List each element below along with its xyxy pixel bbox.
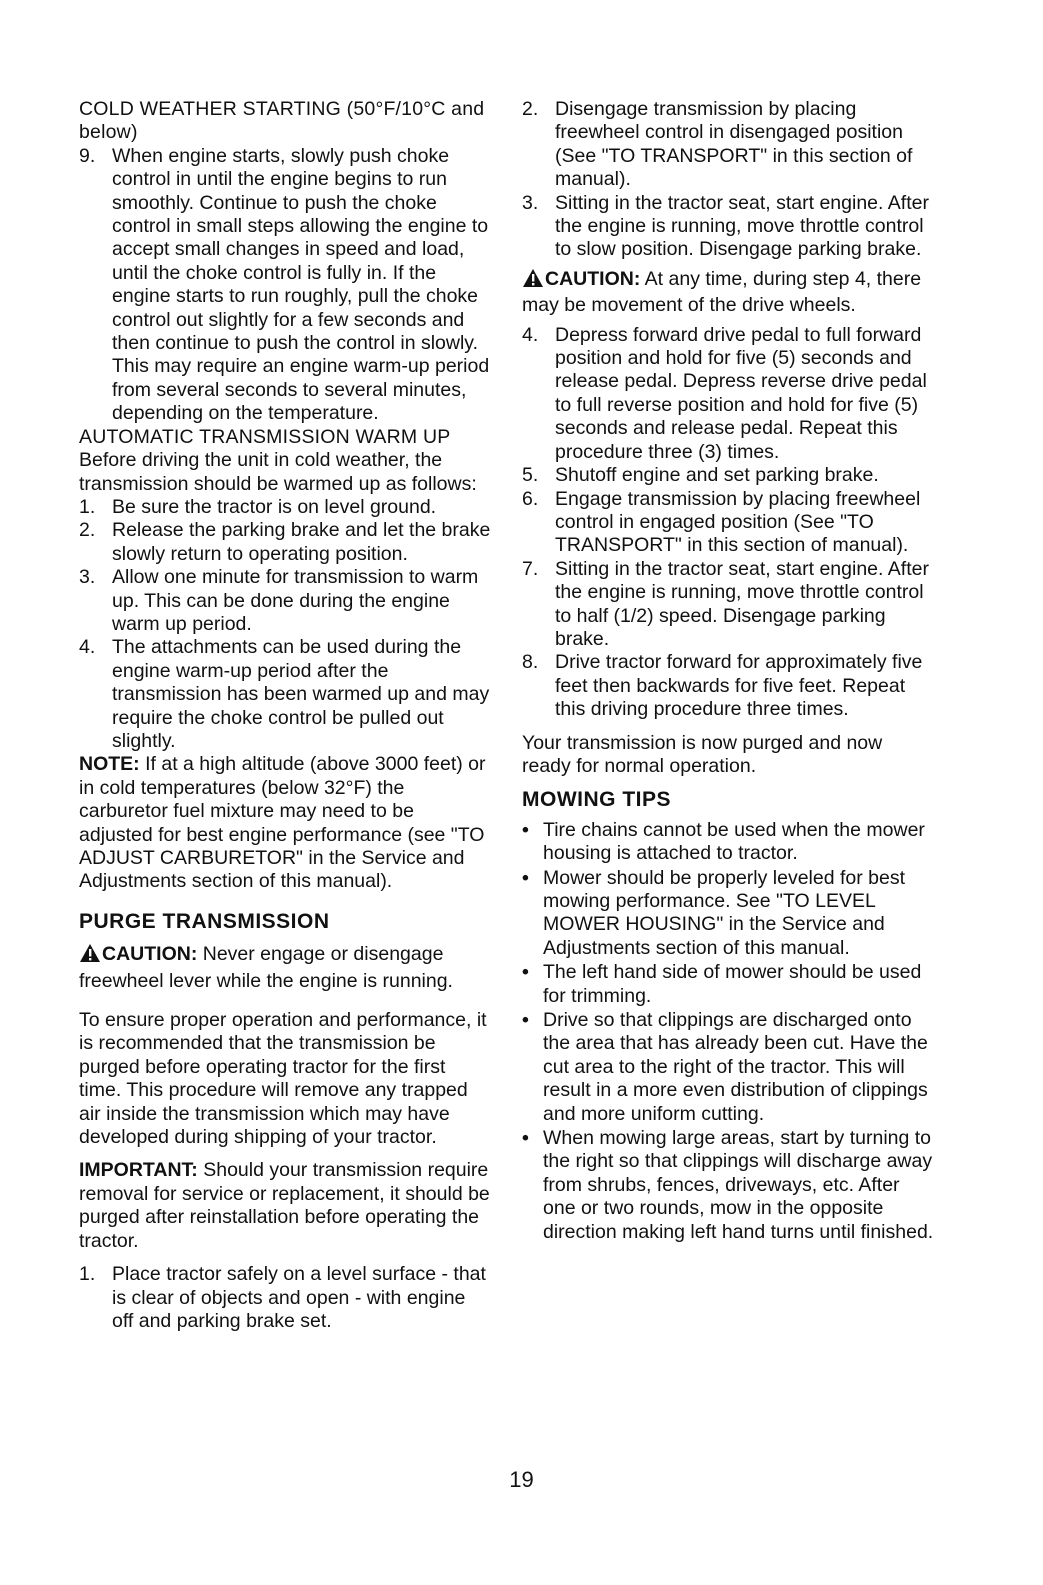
list-number: 4.: [522, 323, 539, 346]
list-item: [522, 488, 936, 558]
list-item: [79, 519, 491, 566]
list-text: Be sure the tractor is on level ground.: [112, 495, 437, 518]
list-item: [79, 496, 491, 519]
list-text: Shutoff engine and set parking brake.: [555, 464, 879, 487]
list-number: 2.: [522, 98, 539, 120]
caution-notice: [79, 943, 491, 993]
note-paragraph: [79, 753, 491, 893]
list-number: 8.: [522, 651, 539, 674]
list-item: [522, 558, 936, 652]
list-number: 7.: [522, 557, 539, 580]
list-number: 5.: [522, 464, 539, 487]
list-item: [522, 464, 936, 487]
caution-text: At any time, during step 4, there may be movement of the drive wheels.: [522, 267, 922, 317]
purged-paragraph: Your transmission is now purged and now ready for normal operation.: [522, 731, 883, 777]
left-column: [79, 98, 491, 1333]
note-text: If at a high altitude (above 3000 feet) or in cold temperatures (below 32°F) the carburetor fuel mixture may need to be adjusted for best engine performance (see "TO ADJUST CARBURETOR" in the Service and Adjustments section of this manual).: [79, 753, 486, 893]
list-text: Sitting in the tractor seat, start engine. After the engine is running, move throttle control to half (1/2) speed. Disengage parking brake.: [555, 557, 929, 650]
bullet-mark: •: [522, 961, 529, 984]
caution-label: CAUTION:: [102, 943, 198, 966]
list-item: [522, 192, 936, 262]
right-column: [522, 98, 936, 1244]
list-number: 3.: [522, 191, 539, 214]
list-text: When engine starts, slowly push choke control in until the engine begins to run smoothly. Continue to push the choke control in small steps allowing the engine to accept small changes in speed and load, until the choke control is fully in. If the engine starts to run roughly, pull the choke control out slightly for a few seconds and then continue to push the control in slowly. This may require an engine warm-up period from several seconds to several minutes, depending on the temperature.: [112, 144, 490, 425]
bullet-mark: •: [522, 1009, 529, 1032]
list-item: [522, 1009, 936, 1126]
list-text: Depress forward drive pedal to full forward position and hold for five (5) seconds and release pedal. Depress reverse drive pedal to full reverse position and hold for five (5) seconds and release pedal. Repeat this procedure three (3) times.: [555, 323, 927, 463]
list-item: [522, 651, 936, 721]
note-label: NOTE:: [79, 753, 140, 776]
list-text: Drive so that clippings are discharged onto the area that has already been cut. Have the cut area to the right of the tractor. This will result in a more even distribution of clippings and more uniform cutting.: [543, 1009, 928, 1125]
list-item: [79, 145, 491, 426]
list-number: 9.: [79, 144, 96, 167]
important-label: IMPORTANT:: [79, 1159, 198, 1182]
cold-weather-heading: COLD WEATHER STARTING (50°F/10°C and below): [79, 98, 485, 144]
bullet-mark: •: [522, 1127, 529, 1150]
warning-triangle-icon: [79, 943, 101, 969]
list-number: 1.: [79, 495, 96, 518]
list-text: Tire chains cannot be used when the mower housing is attached to tractor.: [543, 818, 925, 865]
bullet-mark: •: [522, 866, 529, 889]
important-text: Should your transmission require removal for service or replacement, it should be purged after reinstallation before operating the tractor.: [79, 1159, 490, 1252]
page-number: 19: [509, 1467, 534, 1492]
list-text: Allow one minute for transmission to warm up. This can be done during the engine warm up period.: [112, 566, 479, 635]
important-paragraph: [79, 1159, 491, 1253]
list-text: Release the parking brake and let the brake slowly return to operating position.: [112, 519, 491, 565]
list-text: Engage transmission by placing freewheel control in engaged position (See "TO TRANSPORT" in this section of manual).: [555, 487, 921, 557]
list-item: [522, 1127, 936, 1244]
list-number: 1.: [79, 1263, 96, 1286]
list-text: The left hand side of mower should be used for trimming.: [543, 961, 922, 1007]
list-number: 6.: [522, 487, 539, 510]
caution-notice: [522, 268, 936, 318]
list-number: 4.: [79, 636, 96, 659]
list-text: When mowing large areas, start by turning to the right so that clippings will discharge away from shrubs, fences, driveways, etc. After one or two rounds, mow in the opposite direction making left hand turns until finished.: [543, 1127, 934, 1243]
caution-text: Never engage or disengage freewheel lever while the engine is running.: [79, 943, 453, 992]
list-item: [522, 98, 936, 192]
list-text: Drive tractor forward for approximately five feet then backwards for five feet. Repeat this driving procedure three times.: [555, 651, 923, 721]
list-item: [522, 324, 936, 464]
list-text: Disengage transmission by placing freewheel control in disengaged position (See "TO TRANSPORT" in this section of manual).: [555, 98, 913, 191]
list-item: [522, 819, 936, 866]
list-number: 2.: [79, 519, 96, 542]
purge-paragraph: To ensure proper operation and performance, it is recommended that the transmission be purged before operating tractor for the first time. This procedure will remove any trapped air inside the transmission which may have developed during shipping of your tractor.: [79, 1009, 487, 1149]
bullet-mark: •: [522, 818, 529, 841]
warning-triangle-icon: [522, 268, 544, 294]
transmission-warmup-heading: AUTOMATIC TRANSMISSION WARM UP: [79, 425, 451, 448]
list-item: [522, 961, 936, 1008]
list-number: 3.: [79, 566, 96, 589]
warmup-steps: [79, 496, 491, 753]
list-item: [79, 636, 491, 753]
transmission-warmup-intro: Before driving the unit in cold weather, the transmission should be warmed up as follows:: [79, 449, 477, 495]
mowing-tips-title: MOWING TIPS: [522, 788, 671, 812]
list-text: Mower should be properly leveled for best mowing performance. See "TO LEVEL MOWER HOUSING" in the Service and Adjustments section of this manual.: [543, 866, 906, 959]
list-text: Sitting in the tractor seat, start engine. After the engine is running, move throttle control to slow position. Disengage parking brake.: [555, 191, 929, 261]
purge-transmission-title: PURGE TRANSMISSION: [79, 909, 330, 933]
list-text: The attachments can be used during the engine warm-up period after the transmission has been warmed up and may require the choke control be pulled out slightly.: [112, 636, 490, 752]
list-text: Place tractor safely on a level surface - that is clear of objects and open - with engine off and parking brake set.: [112, 1263, 486, 1332]
caution-label: CAUTION:: [545, 267, 641, 290]
list-item: [79, 566, 491, 636]
list-item: [522, 867, 936, 961]
list-item: [79, 1263, 491, 1333]
